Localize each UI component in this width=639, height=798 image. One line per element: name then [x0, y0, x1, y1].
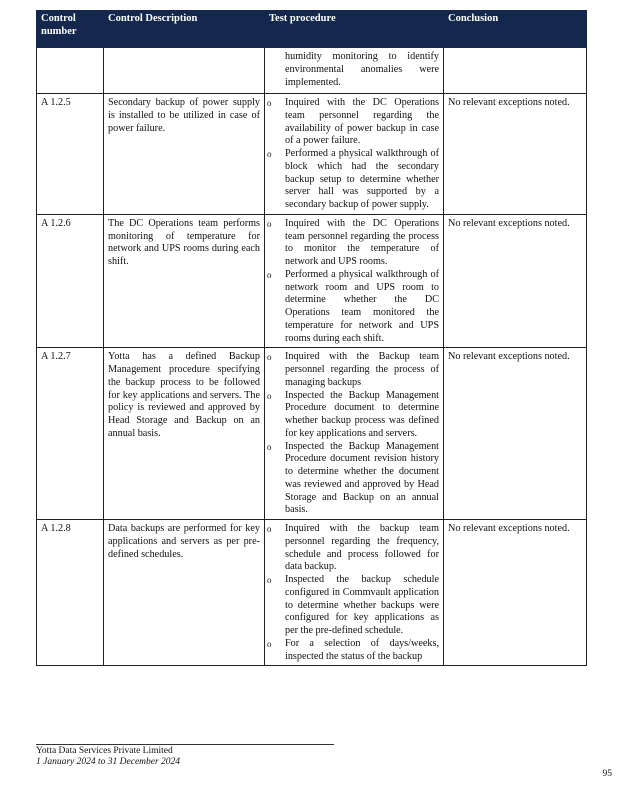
table-header-row	[37, 11, 587, 48]
control-number-cell: A 1.2.5	[37, 94, 104, 215]
table-row	[37, 94, 587, 215]
hollow-bullet-icon: o	[267, 638, 272, 649]
procedure-step	[267, 351, 439, 389]
footer-company: Yotta Data Services Private Limited	[36, 746, 173, 756]
procedure-text: Inquired with the Backup team personnel regarding the process of managing backups	[285, 351, 439, 388]
hollow-bullet-icon: o	[267, 149, 272, 159]
footer-period: 1 January 2024 to 31 December 2024	[36, 757, 181, 767]
hollow-bullet-icon: o	[267, 98, 272, 108]
footer-divider	[36, 744, 334, 745]
procedure-text: Inspected the backup schedule configured in Commvault application to determine whether backups were configured for key applications as per the pre-defined schedule.	[285, 574, 439, 636]
report-page	[36, 10, 586, 666]
control-description-cell	[104, 48, 265, 94]
hollow-bullet-icon: o	[267, 524, 272, 534]
page-number: 95	[602, 769, 612, 779]
control-description-cell: Yotta has a defined Backup Management procedure specifying the backup process to be followed for key applications and servers. The policy is reviewed and approved by Head Storage and Backup on an annual basis.	[104, 348, 265, 520]
control-number-cell	[37, 48, 104, 94]
procedure-text: Performed a physical walkthrough of network room and UPS room to determine whether the DC Operations team monitored the temperature for network and UPS rooms during each shift.	[285, 268, 439, 344]
control-number-cell: A 1.2.7	[37, 348, 104, 520]
procedure-step	[267, 441, 439, 518]
procedure-text: Performed a physical walkthrough of block which had the secondary backup setup to determine whether server hall was supported by a secondary backup of power supply.	[285, 148, 439, 210]
header-control-description: Control Description	[104, 11, 265, 48]
procedure-step	[267, 97, 439, 148]
conclusion-cell	[444, 48, 587, 94]
control-number-cell: A 1.2.6	[37, 214, 104, 348]
table-row	[37, 214, 587, 348]
header-test-procedure: Test procedure	[265, 11, 444, 48]
conclusion-cell: No relevant exceptions noted.	[444, 214, 587, 348]
test-procedure-cell	[265, 214, 444, 348]
conclusion-cell: No relevant exceptions noted.	[444, 520, 587, 666]
hollow-bullet-icon: o	[267, 352, 272, 363]
procedure-step	[267, 51, 439, 89]
procedure-text: For a selection of days/weeks, inspected the status of the backup	[285, 637, 439, 662]
controls-table	[36, 10, 587, 666]
procedure-step	[267, 269, 439, 346]
control-description-cell: Secondary backup of power supply is installed to be utilized in case of power failure.	[104, 94, 265, 215]
control-description-cell: The DC Operations team performs monitoring of temperature for network and UPS rooms during each shift.	[104, 214, 265, 348]
hollow-bullet-icon: o	[267, 441, 272, 452]
conclusion-cell: No relevant exceptions noted.	[444, 94, 587, 215]
conclusion-cell: No relevant exceptions noted.	[444, 348, 587, 520]
control-description-cell: Data backups are performed for key applications and servers as per pre-defined schedules.	[104, 520, 265, 666]
table-row-continuation	[37, 48, 587, 94]
procedure-step	[267, 638, 439, 664]
procedure-step	[267, 523, 439, 574]
table-row	[37, 520, 587, 666]
hollow-bullet-icon: o	[267, 218, 272, 229]
test-procedure-cell	[265, 94, 444, 215]
test-procedure-cell	[265, 48, 444, 94]
procedure-text: Inquired with the backup team personnel regarding the frequency, schedule and process followed for data backup.	[285, 523, 439, 573]
procedure-text: Inquired with the DC Operations team personnel regarding the availability of power backup in case of a power failure.	[285, 97, 439, 147]
procedure-step	[267, 148, 439, 212]
procedure-text: Inspected the Backup Management Procedure document to determine whether backup process was defined for key applications and servers.	[285, 389, 439, 439]
procedure-step	[267, 218, 439, 269]
test-procedure-cell	[265, 520, 444, 666]
hollow-bullet-icon: o	[267, 575, 272, 585]
procedure-text: Inspected the Backup Management Procedure document revision history to determine whether the document was reviewed and approved by Head Storage and Backup on an annual basis.	[285, 440, 439, 516]
test-procedure-cell	[265, 348, 444, 520]
table-row	[37, 348, 587, 520]
procedure-text: humidity monitoring to identify environmental anomalies were implemented.	[285, 51, 439, 88]
header-conclusion: Conclusion	[444, 11, 587, 48]
hollow-bullet-icon: o	[267, 390, 272, 401]
hollow-bullet-icon: o	[267, 269, 272, 280]
procedure-step	[267, 390, 439, 441]
procedure-step	[267, 574, 439, 638]
control-number-cell: A 1.2.8	[37, 520, 104, 666]
header-control-number: Control number	[37, 11, 104, 48]
page-footer	[36, 744, 346, 768]
procedure-text: Inquired with the DC Operations team personnel regarding the process to monitor the temperature of network and UPS rooms.	[285, 217, 439, 267]
